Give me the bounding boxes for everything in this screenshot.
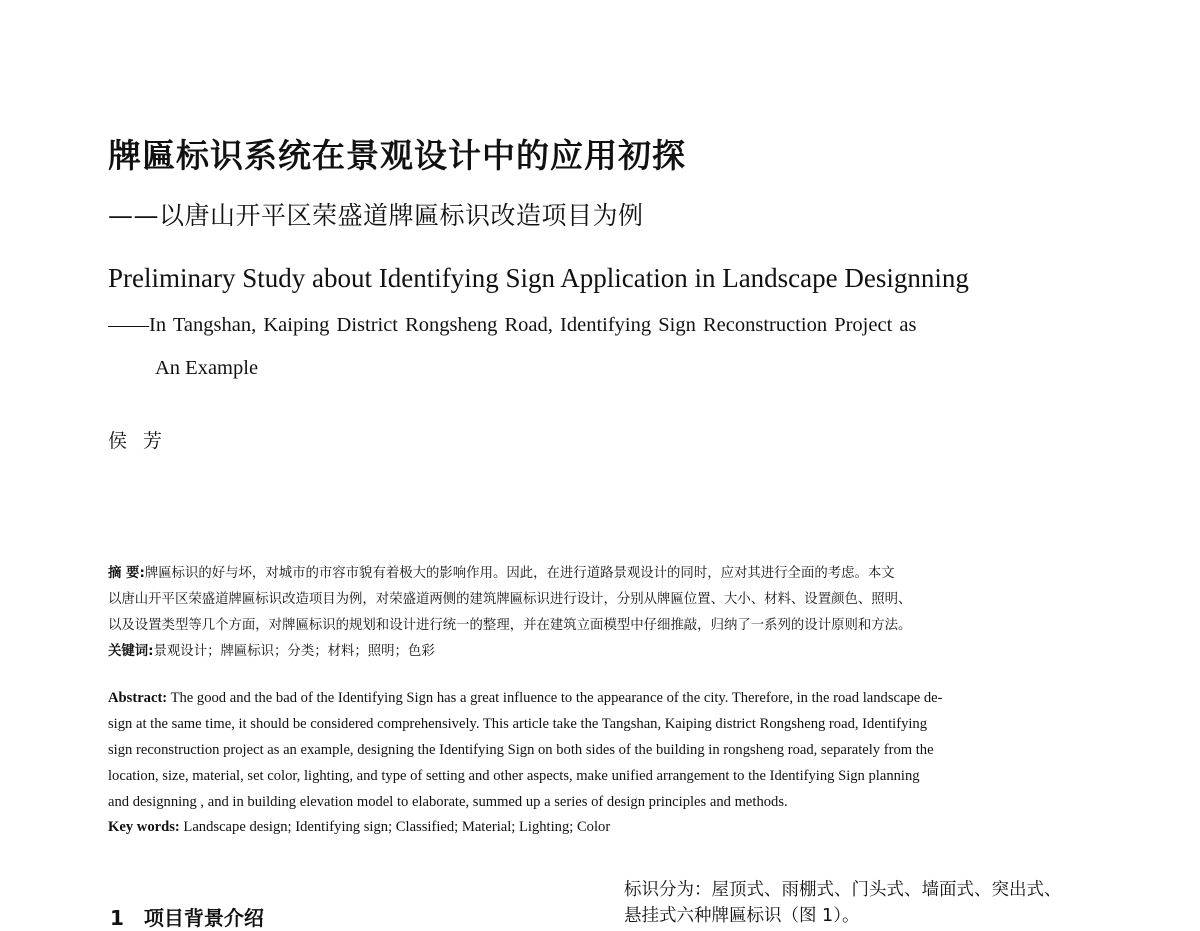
article-subtitle-cn: ——以唐山开平区荣盛道牌匾标识改造项目为例 (108, 201, 644, 230)
keywords-cn-line (108, 640, 435, 659)
abstract-cn-line: 摘 要:牌匾标识的好与坏，对城市的市容市貌有着极大的影响作用。因此，在进行道路景观设计的同时，应对其进行全面的考虑。本文 (108, 566, 895, 581)
abstract-cn-line: 以唐山开平区荣盛道牌匾标识改造项目为例，对荣盛道两侧的建筑牌匾标识进行设计，分别从牌匾位置、大小、材料、设置颜色、照明、 (108, 592, 912, 607)
article-title-cn: 牌匾标识系统在景观设计中的应用初探 (108, 136, 686, 175)
keywords-cn-label: 关键词: (108, 644, 154, 659)
article-subtitle-en-line1: ——In Tangshan, Kaiping District Rongsheng Road, Identifying Sign Reconstruction Project as (108, 314, 917, 336)
abstract-cn-line: 以及设置类型等几个方面，对牌匾标识的规划和设计进行统一的整理，并在建筑立面模型中仔细推敲，归纳了一系列的设计原则和方法。 (108, 618, 912, 633)
keywords-en-label: Key words: (108, 819, 180, 835)
abstract-en-line: and designning , and in building elevation model to elaborate, summed up a series of design principles and methods. (108, 794, 788, 810)
article-title-en: Preliminary Study about Identifying Sign Application in Landscape Designning (108, 263, 969, 293)
abstract-en-line: Abstract: The good and the bad of the Identifying Sign has a great influence to the appearance of the city. Therefore, in the road landscape de- (108, 690, 943, 706)
body-text-line: 标识分为：屋顶式、雨棚式、门头式、墙面式、突出式、 (624, 880, 1062, 900)
abstract-en-line: sign at the same time, it should be considered comprehensively. This article take the Tangshan, Kaiping district Rongsheng road, Identifying (108, 716, 928, 732)
keywords-en: Landscape design; Identifying sign; Classified; Material; Lighting; Color (183, 819, 611, 835)
author-name: 侯芳 (108, 430, 179, 452)
keywords-en-line (108, 819, 610, 836)
keywords-cn: 景观设计；牌匾标识；分类；材料；照明；色彩 (153, 644, 435, 659)
abstract-en-line: sign reconstruction project as an example, designing the Identifying Sign on both sides of the building in rongsheng road, separately from the (108, 742, 934, 758)
abstract-cn-label: 摘 要: (108, 566, 145, 581)
body-text-line: 悬挂式六种牌匾标识（图 1）。 (624, 906, 860, 926)
section-heading: 1 项目背景介绍 (110, 906, 264, 930)
abstract-en-label: Abstract: (108, 690, 168, 706)
article-subtitle-en-line2: An Example (155, 357, 259, 379)
abstract-en-line: location, size, material, set color, lighting, and type of setting and other aspects, make unified arrangement to the Identifying Sign planning (108, 768, 920, 784)
